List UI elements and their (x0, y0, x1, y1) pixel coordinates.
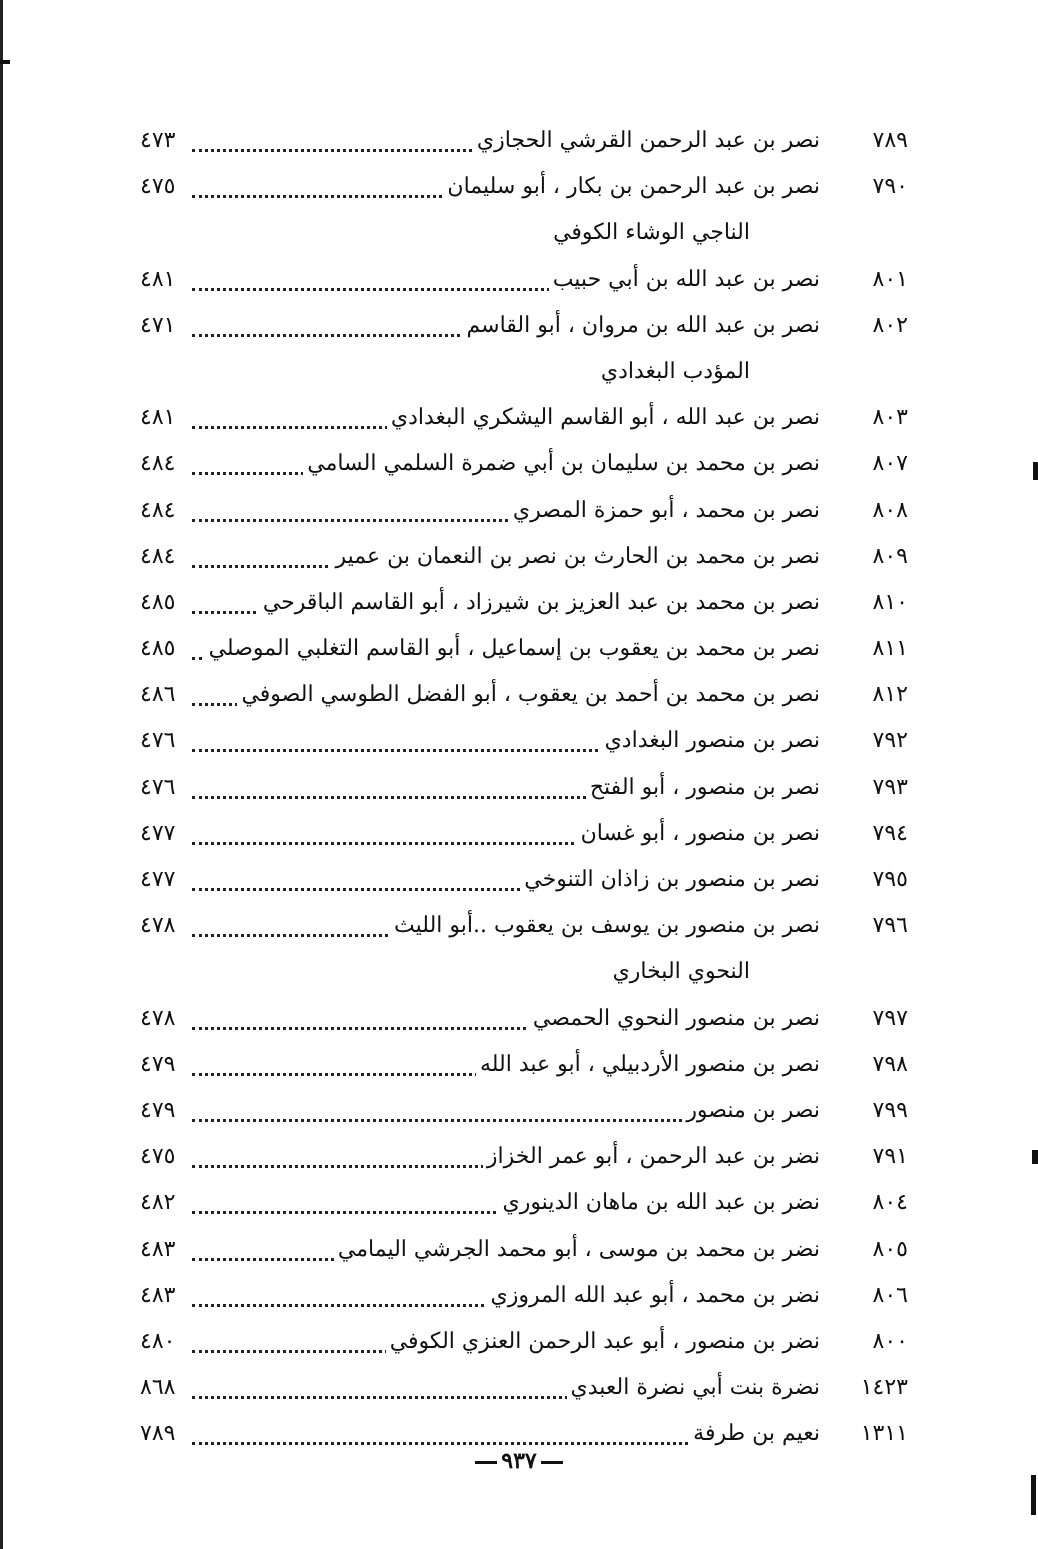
entry-name-text: نصر بن محمد بن يعقوب بن إسماعيل ، أبو القاسم التغلبي الموصلي (205, 636, 820, 661)
entry-name-text: نصر بن عبد الله بن أبي حبيب (549, 267, 820, 292)
entry-page: ٤٧٥ (140, 174, 176, 200)
entry-name-text: نصر بن منصور ، أبو غسان (577, 821, 820, 846)
entry-name (192, 1088, 820, 1134)
entry-name-text: نضر بن عبد الرحمن ، أبو عمر الخزاز (483, 1144, 820, 1169)
entry-name (192, 857, 820, 903)
entry-number: ٨١٢ (872, 682, 908, 708)
entry-page: ٤٧٣ (140, 128, 176, 153)
index-entry (130, 718, 920, 764)
entry-number: ٧٩٤ (872, 820, 908, 846)
index-entry (130, 1134, 920, 1180)
entry-number: ٨٠٩ (872, 543, 908, 569)
entry-page: ٤٨٤ (140, 451, 176, 477)
index-entry (130, 903, 920, 949)
entry-number: ٧٩٣ (872, 774, 908, 800)
index-entry (130, 118, 920, 164)
entry-name-text: نضرة بنت أبي نضرة العبدي (567, 1375, 820, 1400)
entry-name-text: نضر بن منصور ، أبو عبد الرحمن العنزي الكوفي (386, 1329, 820, 1354)
index-page (130, 118, 920, 1447)
entry-name-text: نصر بن منصور بن يوسف بن يعقوب ..أبو الليث (390, 913, 820, 938)
index-entry (130, 164, 920, 210)
entry-number: ٧٩٢ (872, 728, 908, 754)
entry-page: ٤٨٣ (140, 1282, 176, 1308)
index-entry (130, 534, 920, 580)
index-entry (130, 488, 920, 534)
entry-name-text: نصر بن عبد الرحمن بن بكار ، أبو سليمان (443, 174, 820, 199)
entry-page: ٤٧٩ (140, 1097, 176, 1123)
footer-dash-left (475, 1461, 497, 1464)
entry-name-text: نصر بن محمد ، أبو حمزة المصري (509, 498, 820, 523)
scan-mark-right-3 (1031, 1475, 1036, 1515)
entry-number: ٨٠٤ (872, 1190, 908, 1216)
entry-number: ٨٠١ (872, 266, 908, 292)
entry-name (192, 395, 820, 441)
entry-name (192, 441, 820, 487)
entry-name-text: نصر بن عبد الرحمن القرشي الحجازي (473, 128, 820, 153)
entry-page: ٤٧٥ (140, 1144, 176, 1170)
index-entry (130, 857, 920, 903)
entry-name-text: نصر بن محمد بن سليمان بن أبي ضمرة السلمي السامي (303, 451, 820, 476)
index-continuation-line (130, 210, 920, 256)
index-entry (130, 303, 920, 349)
continuation-text: الناجي الوشاء الكوفي (553, 220, 750, 246)
index-entry (130, 1319, 920, 1365)
entry-name-text: نصر بن منصور النحوي الحمصي (529, 1006, 820, 1031)
entry-number: ٧٩٩ (872, 1097, 908, 1123)
entry-name-text: نصر بن محمد بن الحارث بن نصر بن النعمان بن عمير (331, 544, 820, 569)
entry-number: ٧٩٨ (872, 1051, 908, 1077)
entry-number: ٨٠٥ (872, 1236, 908, 1262)
entry-page: ٤٨١ (140, 266, 176, 292)
entry-page: ٤٨٠ (140, 1328, 176, 1354)
entry-page: ٤٨٤ (140, 543, 176, 569)
entry-number: ٨٠٢ (872, 312, 908, 338)
entry-name (192, 303, 820, 349)
entry-name (192, 257, 820, 303)
entry-name (192, 488, 820, 534)
entry-name (192, 811, 820, 857)
entry-page: ٤٨٥ (140, 589, 176, 615)
entry-number: ٧٩٧ (872, 1005, 908, 1031)
index-entry (130, 1180, 920, 1226)
entry-name (192, 1227, 820, 1273)
entry-number: ٧٨٩ (872, 128, 908, 153)
index-entry (130, 395, 920, 441)
entry-name (192, 1180, 820, 1226)
entry-name-text: نصر بن منصور الأردبيلي ، أبو عبد الله (476, 1052, 820, 1077)
entry-name-text: نصر بن منصور البغدادي (601, 728, 820, 753)
continuation-text: المؤدب البغدادي (600, 358, 750, 384)
entry-name (192, 1319, 820, 1365)
index-entry (130, 626, 920, 672)
entry-page: ٤٨٦ (140, 682, 176, 708)
entry-page: ٨٦٨ (140, 1375, 176, 1401)
entry-name-text: نصر بن منصور ، أبو الفتح (586, 775, 820, 800)
entry-name (192, 164, 820, 210)
scan-mark-top (0, 60, 10, 64)
entry-page: ٤٧٩ (140, 1051, 176, 1077)
entry-page: ٤٨٣ (140, 1236, 176, 1262)
entry-name-text: نصر بن منصور بن زاذان التنوخي (520, 867, 820, 892)
entry-number: ١٣١١ (860, 1421, 908, 1447)
index-entry (130, 765, 920, 811)
index-entry (130, 441, 920, 487)
entry-name (192, 534, 820, 580)
entry-page: ٤٧٨ (140, 913, 176, 939)
entry-name-text: نصر بن محمد بن أحمد بن يعقوب ، أبو الفضل الطوسي الصوفي (237, 682, 820, 707)
continuation-text: النحوي البخاري (612, 959, 750, 985)
entry-name (192, 903, 820, 949)
entry-page: ٤٧٧ (140, 820, 176, 846)
entry-name-text: نضر بن محمد ، أبو عبد الله المروزي (487, 1283, 820, 1308)
entry-name (192, 672, 820, 718)
entry-number: ٧٩٦ (872, 913, 908, 939)
entry-number: ٧٩١ (872, 1144, 908, 1170)
scan-mark-right-2 (1032, 1150, 1038, 1164)
entry-name-text: نصر بن محمد بن عبد العزيز بن شيرزاد ، أبو القاسم الباقرحي (259, 590, 820, 615)
entry-number: ٨٠٧ (872, 451, 908, 477)
footer-dash-right (541, 1461, 563, 1464)
entry-number: ٨٠٠ (872, 1328, 908, 1354)
entry-number: ١٤٢٣ (860, 1375, 908, 1401)
index-continuation-line (130, 349, 920, 395)
entry-name-text: نصر بن عبد الله بن مروان ، أبو القاسم (463, 313, 820, 338)
index-continuation-line (130, 949, 920, 995)
entry-name-text: نضر بن محمد بن موسى ، أبو محمد الجرشي اليمامي (334, 1237, 820, 1262)
entry-page: ٤٧٨ (140, 1005, 176, 1031)
entry-page: ٤٨٢ (140, 1190, 176, 1216)
entry-page: ٤٧٦ (140, 728, 176, 754)
entry-number: ٧٩٥ (872, 867, 908, 892)
entry-number: ٨١١ (872, 636, 908, 662)
entry-number: ٨٠٦ (872, 1282, 908, 1308)
entry-name-text: نصر بن عبد الله ، أبو القاسم اليشكري البغدادي (387, 405, 820, 430)
entry-name (192, 1042, 820, 1088)
page-number: ٩٣٧ (501, 1448, 537, 1474)
entry-number: ٨١٠ (872, 589, 908, 615)
index-entry (130, 1273, 920, 1319)
index-entry (130, 257, 920, 303)
entry-name (192, 626, 820, 672)
entry-name-text: نصر بن منصور (682, 1098, 820, 1123)
entry-page: ٤٧٧ (140, 867, 176, 892)
index-entries (130, 118, 920, 1457)
entry-name (192, 118, 820, 164)
entry-page: ٤٨١ (140, 405, 176, 431)
page-footer (0, 1448, 1038, 1474)
index-entry (130, 811, 920, 857)
scan-mark-right-1 (1033, 462, 1038, 480)
page-edge-line (0, 0, 3, 1549)
entry-name (192, 1134, 820, 1180)
entry-number: ٧٩٠ (872, 174, 908, 200)
index-entry (130, 996, 920, 1042)
index-entry (130, 1365, 920, 1411)
entry-name-text: نعيم بن طرفة (689, 1421, 820, 1446)
index-entry (130, 1227, 920, 1273)
index-entry (130, 1088, 920, 1134)
entry-name (192, 1273, 820, 1319)
index-entry (130, 672, 920, 718)
entry-number: ٨٠٣ (872, 405, 908, 431)
entry-name (192, 718, 820, 764)
entry-name-text: نضر بن عبد الله بن ماهان الدينوري (498, 1190, 820, 1215)
entry-page: ٤٨٤ (140, 497, 176, 523)
entry-page: ٤٧٦ (140, 774, 176, 800)
entry-name (192, 580, 820, 626)
index-entry (130, 1042, 920, 1088)
entry-name (192, 765, 820, 811)
entry-page: ٤٧١ (140, 312, 176, 338)
entry-name (192, 1365, 820, 1411)
entry-page: ٤٨٥ (140, 636, 176, 662)
entry-number: ٨٠٨ (872, 497, 908, 523)
entry-name (192, 996, 820, 1042)
index-entry (130, 580, 920, 626)
entry-page: ٧٨٩ (140, 1421, 176, 1447)
